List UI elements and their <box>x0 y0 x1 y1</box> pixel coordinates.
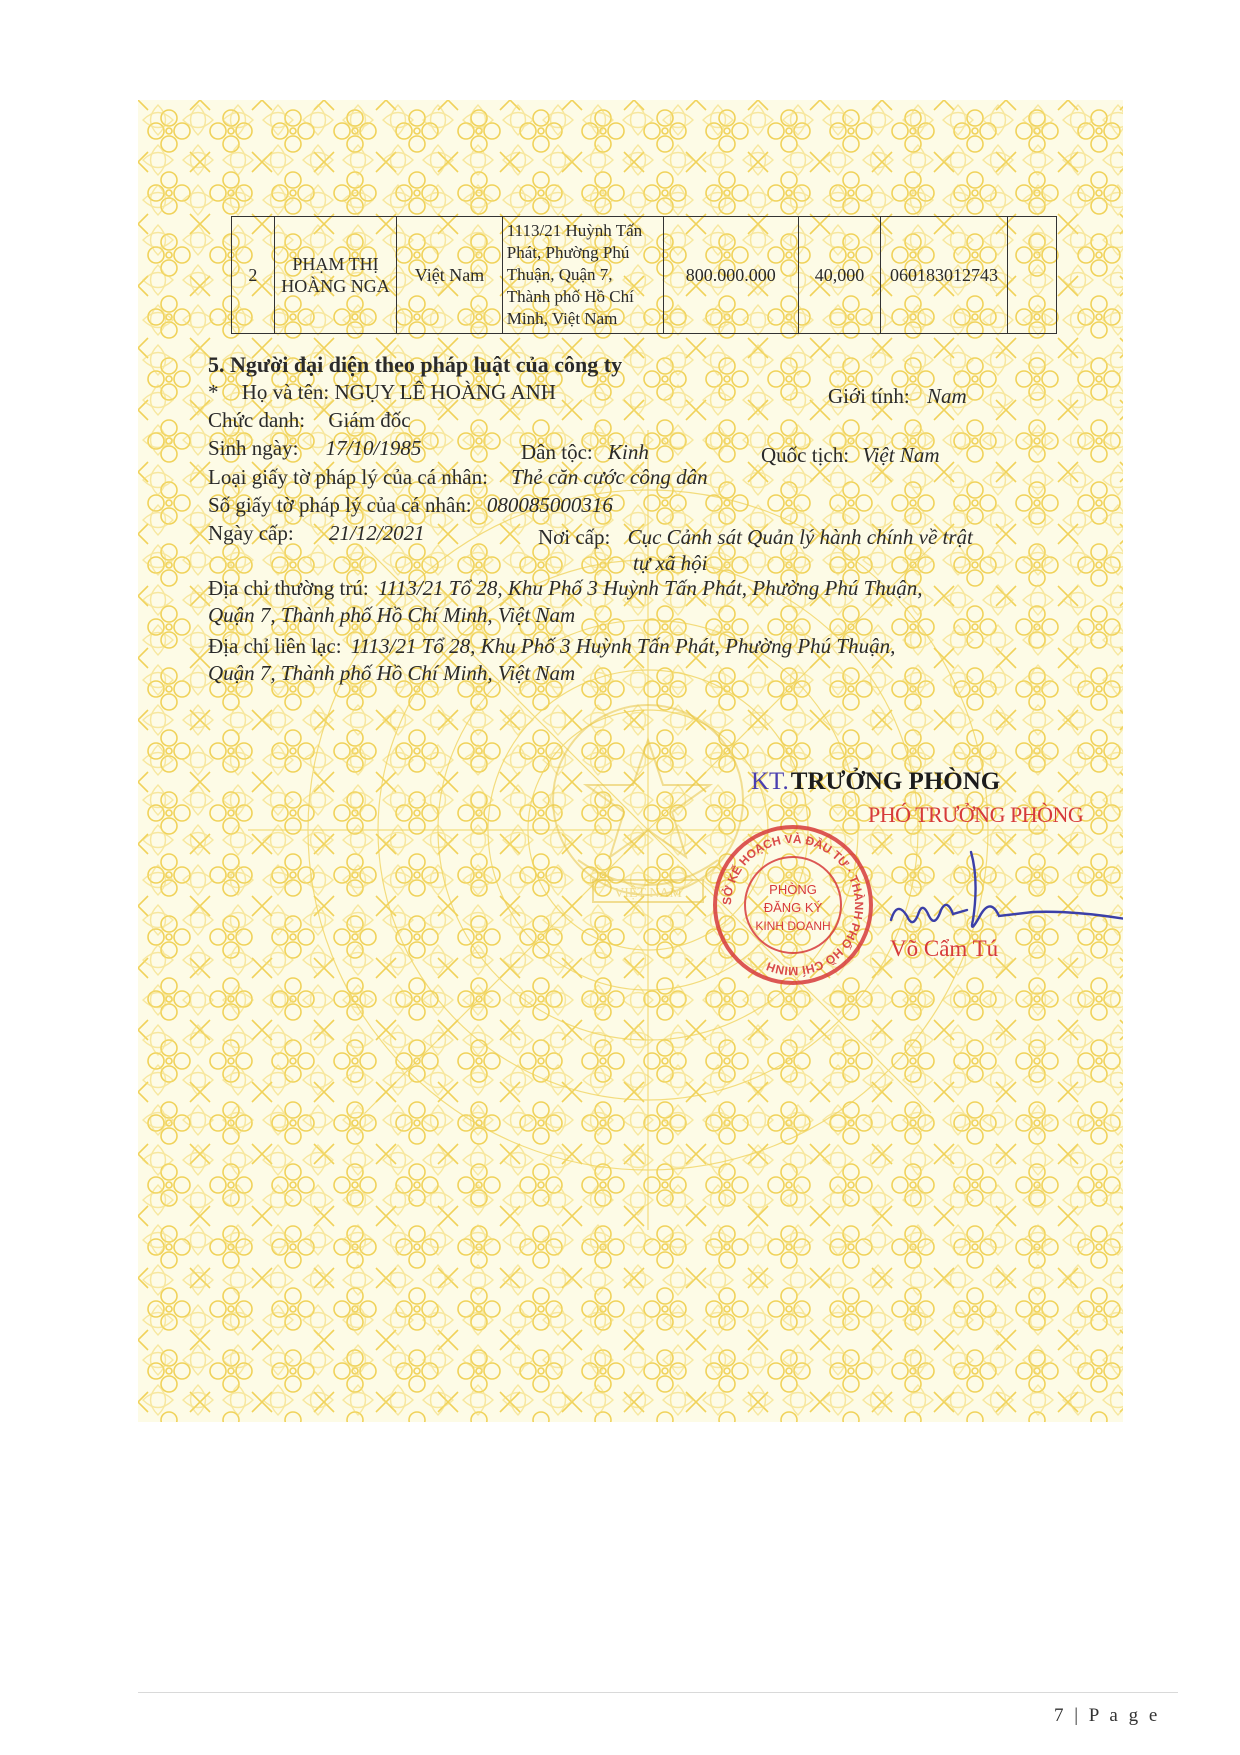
issue-date-value: 21/12/2021 <box>328 521 425 545</box>
contact-address-value: 1113/21 Tổ 28, Khu Phố 3 Huỳnh Tấn Phát, Phường Phú Thuận, <box>350 634 896 658</box>
stamp-center-line-3: KINH DOANH <box>755 919 831 933</box>
position-line <box>208 408 411 433</box>
dob-value: 17/10/1985 <box>325 436 422 460</box>
svg-text:VIỆT NAM: VIỆT NAM <box>614 886 682 901</box>
bullet: * <box>208 380 219 404</box>
certificate-page <box>138 100 1123 1422</box>
signature-subtitle: PHÓ TRƯỞNG PHÒNG <box>868 802 1084 827</box>
row-number-cell: 2 <box>232 217 275 334</box>
representative-name-line <box>208 380 556 405</box>
official-red-stamp <box>708 820 878 990</box>
nationality-value: Việt Nam <box>862 443 940 467</box>
signature-title-text: TRƯỞNG PHÒNG <box>790 768 1001 795</box>
page-number: 7 | P a g e <box>1054 1705 1161 1726</box>
nationality-label: Quốc tịch: <box>761 443 850 467</box>
percent-cell: 40,000 <box>798 217 881 334</box>
permanent-address-label: Địa chỉ thường trú: <box>208 576 369 600</box>
section-5-title: 5. Người đại diện theo pháp luật của công ty <box>208 352 623 377</box>
stamp-center-line-1: PHÒNG <box>769 882 817 897</box>
gender-value: Nam <box>926 384 967 408</box>
doc-type-label: Loại giấy tờ pháp lý của cá nhân: <box>208 465 488 489</box>
ethnicity-value: Kinh <box>607 440 649 464</box>
stamp-ring-text: SỞ KẾ HOẠCH VÀ ĐẦU TƯ · THÀNH PHỐ HỒ CHÍ MINH <box>719 831 867 979</box>
capital-cell: 800.000.000 <box>663 217 798 334</box>
issue-place-value: Cục Cảnh sát Quản lý hành chính về trật <box>627 525 973 549</box>
gender-label: Giới tính: <box>828 384 910 408</box>
contact-address-line <box>208 634 895 659</box>
kt-prefix: KT. <box>751 768 789 795</box>
doc-type-value: Thẻ căn cước công dân <box>511 465 708 489</box>
position-label: Chức danh: <box>208 408 306 432</box>
doc-number-line <box>208 493 613 518</box>
owner-name-cell: PHẠM THỊ HOÀNG NGA <box>274 217 396 334</box>
name-value: NGỤY LÊ HOÀNG ANH <box>334 380 556 404</box>
dob-label: Sinh ngày: <box>208 436 299 460</box>
nationality-cell: Việt Nam <box>397 217 503 334</box>
dob-line <box>208 436 421 461</box>
id-number-cell: 060183012743 <box>881 217 1008 334</box>
issue-place-value-cont: tự xã hội <box>633 551 708 575</box>
footer-divider <box>138 1692 1178 1693</box>
doc-number-value: 080085000316 <box>486 493 613 517</box>
position-value: Giám đốc <box>328 408 411 432</box>
doc-type-line <box>208 465 708 490</box>
signature-title <box>751 768 1000 796</box>
ethnicity-line <box>521 440 649 465</box>
contact-address-label: Địa chỉ liên lạc: <box>208 634 342 658</box>
contact-address-cont: Quận 7, Thành phố Hồ Chí Minh, Việt Nam <box>208 661 576 685</box>
name-label: Họ và tên: <box>241 380 330 404</box>
empty-cell <box>1007 217 1056 334</box>
permanent-address-value: 1113/21 Tổ 28, Khu Phố 3 Huỳnh Tấn Phát, Phường Phú Thuận, <box>377 576 923 600</box>
nationality-line <box>761 443 940 468</box>
table-row <box>232 217 1057 334</box>
issue-place-label: Nơi cấp: <box>538 525 611 549</box>
stamp-center-line-2: ĐĂNG KÝ <box>763 900 823 915</box>
permanent-address-line <box>208 576 923 601</box>
address-cell: 1113/21 Huỳnh Tấn Phát, Phường Phú Thuận, Quận 7, Thành phố Hồ Chí Minh, Việt Nam <box>502 217 663 334</box>
issue-date-line <box>208 521 425 546</box>
gender-line <box>828 384 967 409</box>
issue-place-line <box>538 525 973 550</box>
owners-table <box>231 216 1057 334</box>
handwritten-signature <box>883 840 1123 950</box>
doc-number-label: Số giấy tờ pháp lý của cá nhân: <box>208 493 472 517</box>
issue-date-label: Ngày cấp: <box>208 521 294 545</box>
permanent-address-cont: Quận 7, Thành phố Hồ Chí Minh, Việt Nam <box>208 603 576 627</box>
signer-name: Võ Cẩm Tú <box>890 936 999 961</box>
ethnicity-label: Dân tộc: <box>521 440 593 464</box>
